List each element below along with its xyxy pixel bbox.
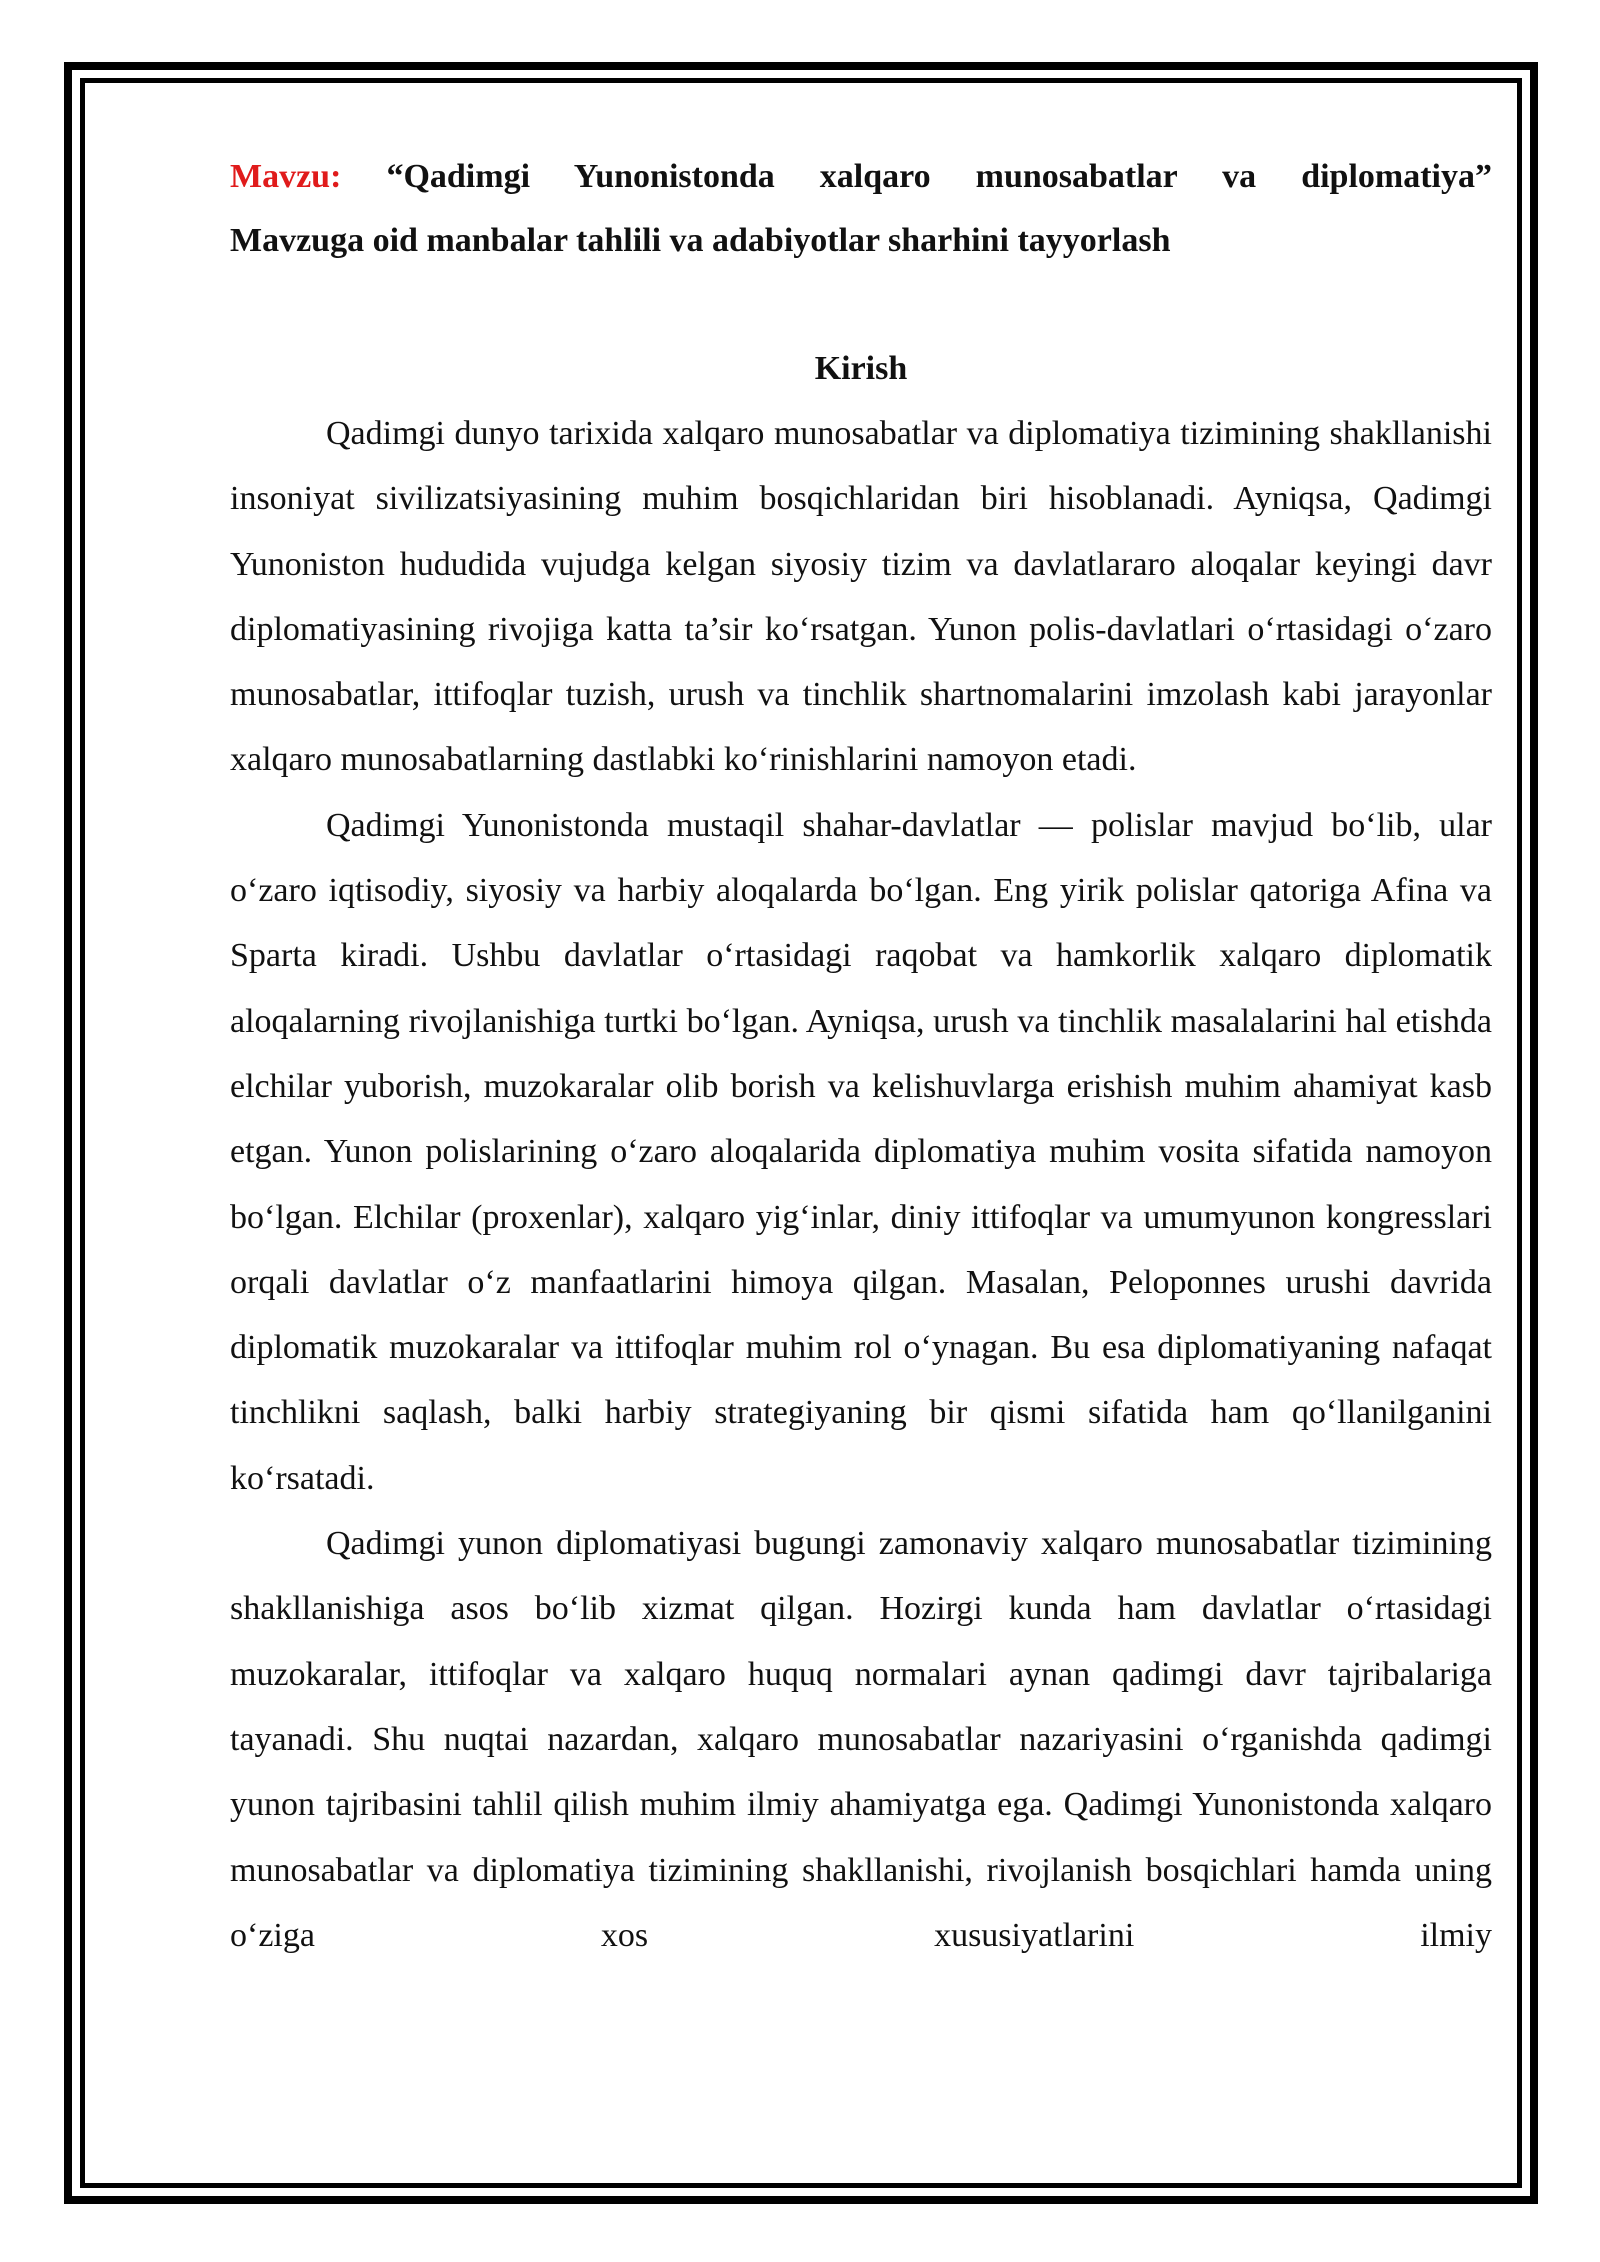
- document-body: [230, 145, 1492, 1968]
- paragraph: Qadimgi Yunonistonda mustaqil shahar-davlatlar — polislar mavjud bo‘lib, ular o‘zaro iqtisodiy, siyosiy va harbiy aloqalarda bo‘lgan. Eng yirik polislar qatoriga Afina va Sparta kiradi. Ushbu davlatlar o‘rtasidagi raqobat va hamkorlik xalqaro diplomatik aloqalarning rivojlanishiga turtki bo‘lgan. Ayniqsa, urush va tinchlik masalalarini hal etishda elchilar yuborish, muzokaralar olib borish va kelishuvlarga erishish muhim ahamiyat kasb etgan. Yunon polislarining o‘zaro aloqalarida diplomatiya muhim vosita sifatida namoyon bo‘lgan. Elchilar (proxenlar), xalqaro yig‘inlar, diniy ittifoqlar va umumyunon kongresslari orqali davlatlar o‘z manfaatlarini himoya qilgan. Masalan, Peloponnes urushi davrida diplomatik muzokaralar va ittifoqlar muhim rol o‘ynagan. Bu esa diplomatiyaning nafaqat tinchlikni saqlash, balki harbiy strategiyaning bir qismi sifatida ham qo‘llanilganini ko‘rsatadi.: [230, 806, 1492, 1497]
- section-title: Kirish: [814, 350, 908, 387]
- paragraph: Qadimgi yunon diplomatiyasi bugungi zamonaviy xalqaro munosabatlar tizimining shakllanishiga asos bo‘lib xizmat qilgan. Hozirgi kunda ham davlatlar o‘rtasidagi muzokaralar, ittifoqlar va xalqaro huquq normalari aynan qadimgi davr tajribalariga tayanadi. Shu nuqtai nazardan, xalqaro munosabatlar nazariyasini o‘rganishda qadimgi yunon tajribasini tahlil qilish muhim ilmiy ahamiyatga ega. Qadimgi Yunonistonda xalqaro munosabatlar va diplomatiya tizimining shakllanishi, rivojlanish bosqichlari hamda uning o‘ziga xos xususiyatlarini ilmiy: [230, 1525, 1492, 1954]
- topic-title: “Qadimgi Yunonistonda xalqaro munosabatlar va diplomatiya”: [386, 158, 1493, 195]
- topic-subtitle: Mavzuga oid manbalar tahlili va adabiyotlar sharhini tayyorlash: [230, 222, 1171, 259]
- paragraph: Qadimgi dunyo tarixida xalqaro munosabatlar va diplomatiya tizimining shakllanishi insoniyat sivilizatsiyasining muhim bosqichlaridan biri hisoblanadi. Ayniqsa, Qadimgi Yunoniston hududida vujudga kelgan siyosiy tizim va davlatlararo aloqalar keyingi davr diplomatiyasining rivojiga katta ta’sir ko‘rsatgan. Yunon polis-davlatlari o‘rtasidagi o‘zaro munosabatlar, ittifoqlar tuzish, urush va tinchlik shartnomalarini imzolash kabi jarayonlar xalqaro munosabatlarning dastlabki ko‘rinishlarini namoyon etadi.: [230, 415, 1492, 779]
- topic-heading-line-1: [230, 145, 1492, 209]
- topic-label: Mavzu:: [230, 158, 342, 195]
- topic-heading: [230, 145, 1492, 273]
